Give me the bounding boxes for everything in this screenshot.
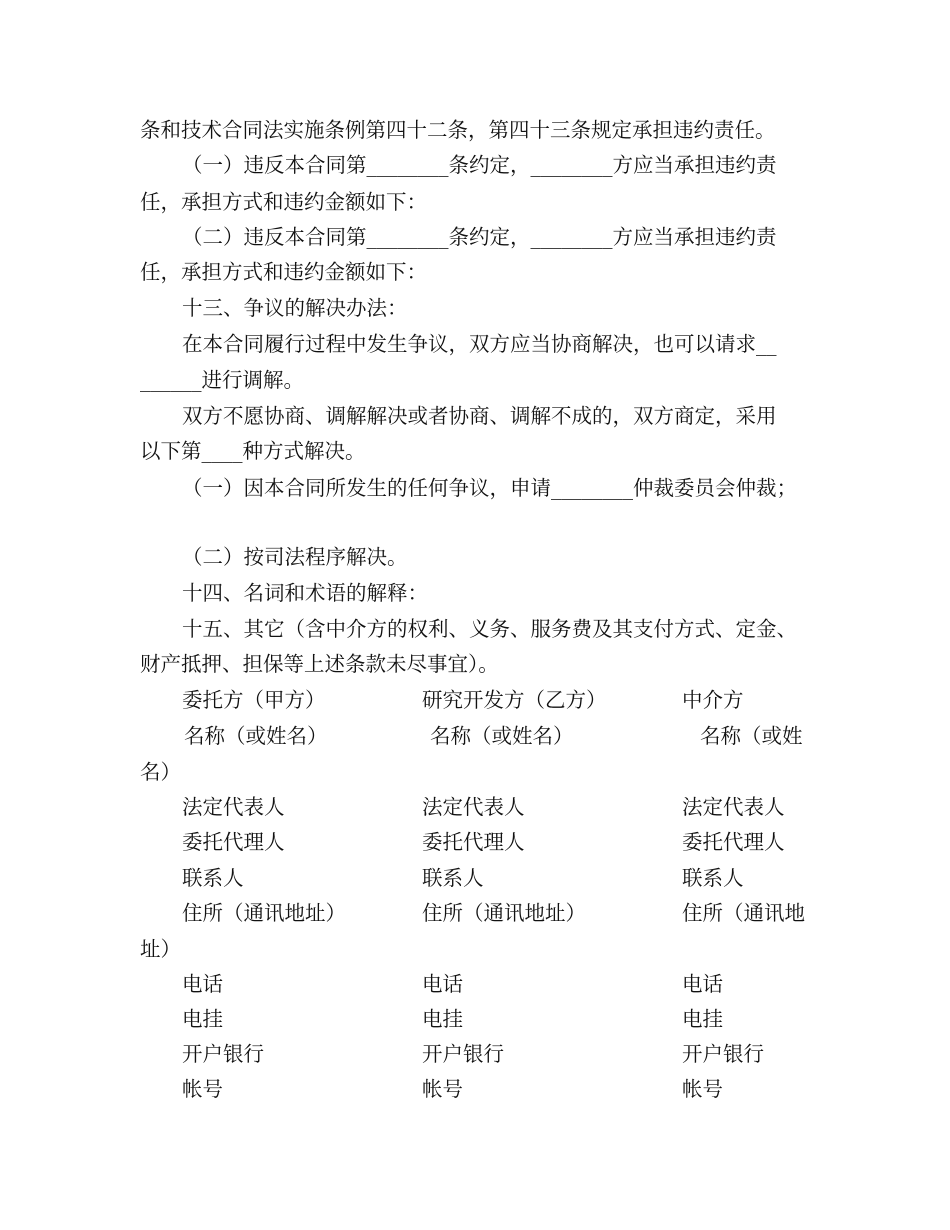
paragraph-line: 任，承担方式和违约金额如下： [140, 260, 427, 284]
party-header-client: 委托方（甲方） [182, 688, 326, 712]
phone-label: 电话 [682, 972, 723, 996]
paragraph-line: （二）按司法程序解决。 [182, 545, 408, 569]
party-header-developer: 研究开发方（乙方） [422, 688, 607, 712]
account-label: 帐号 [182, 1077, 223, 1101]
section-heading: 十三、争议的解决办法： [182, 296, 408, 320]
paragraph-line: 条和技术合同法实施条例第四十二条，第四十三条规定承担违约责任。 [140, 118, 776, 142]
bank-label: 开户银行 [182, 1042, 264, 1066]
address-label: 住所（通讯地 [682, 901, 805, 925]
account-label: 帐号 [422, 1077, 463, 1101]
contact-label: 联系人 [682, 866, 744, 890]
legal-rep-label: 法定代表人 [682, 795, 785, 819]
bank-label: 开户银行 [422, 1042, 504, 1066]
address-label-wrap: 址） [140, 937, 181, 961]
section-heading: 十四、名词和术语的解释： [182, 581, 428, 605]
paragraph-line: 双方不愿协商、调解解决或者协商、调解不成的，双方商定，采用 [182, 404, 777, 428]
name-field-label-wrap: 名） [140, 760, 181, 784]
address-label: 住所（通讯地址） [182, 901, 346, 925]
name-field-label: 名称（或姓名） [430, 724, 574, 748]
legal-rep-label: 法定代表人 [422, 795, 525, 819]
paragraph-line: ______进行调解。 [140, 368, 304, 392]
paragraph-line: 任，承担方式和违约金额如下： [140, 190, 427, 214]
telex-label: 电挂 [682, 1007, 723, 1031]
legal-rep-label: 法定代表人 [182, 795, 285, 819]
contact-label: 联系人 [422, 866, 484, 890]
telex-label: 电挂 [422, 1007, 463, 1031]
address-label: 住所（通讯地址） [422, 901, 586, 925]
phone-label: 电话 [422, 972, 463, 996]
agent-label: 委托代理人 [682, 830, 785, 854]
telex-label: 电挂 [182, 1007, 223, 1031]
paragraph-line: （一）违反本合同第________条约定，________方应当承担违约责 [182, 153, 777, 177]
paragraph-line: （一）因本合同所发生的任何争议，申请________仲裁委员会仲裁； [182, 476, 797, 500]
contact-label: 联系人 [182, 866, 244, 890]
account-label: 帐号 [682, 1077, 723, 1101]
paragraph-line: 财产抵押、担保等上述条款未尽事宜）。 [140, 652, 499, 676]
paragraph-line: 以下第____种方式解决。 [140, 439, 366, 463]
paragraph-line: （二）违反本合同第________条约定，________方应当承担违约责 [182, 225, 777, 249]
name-field-label: 名称（或姓名） [184, 724, 328, 748]
party-header-intermediary: 中介方 [682, 688, 744, 712]
bank-label: 开户银行 [682, 1042, 764, 1066]
agent-label: 委托代理人 [422, 830, 525, 854]
agent-label: 委托代理人 [182, 830, 285, 854]
section-heading: 十五、其它（含中介方的权利、义务、服务费及其支付方式、定金、 [182, 617, 797, 641]
paragraph-line: 在本合同履行过程中发生争议，双方应当协商解决，也可以请求__ [182, 332, 777, 356]
name-field-label: 名称（或姓 [700, 724, 803, 748]
phone-label: 电话 [182, 972, 223, 996]
